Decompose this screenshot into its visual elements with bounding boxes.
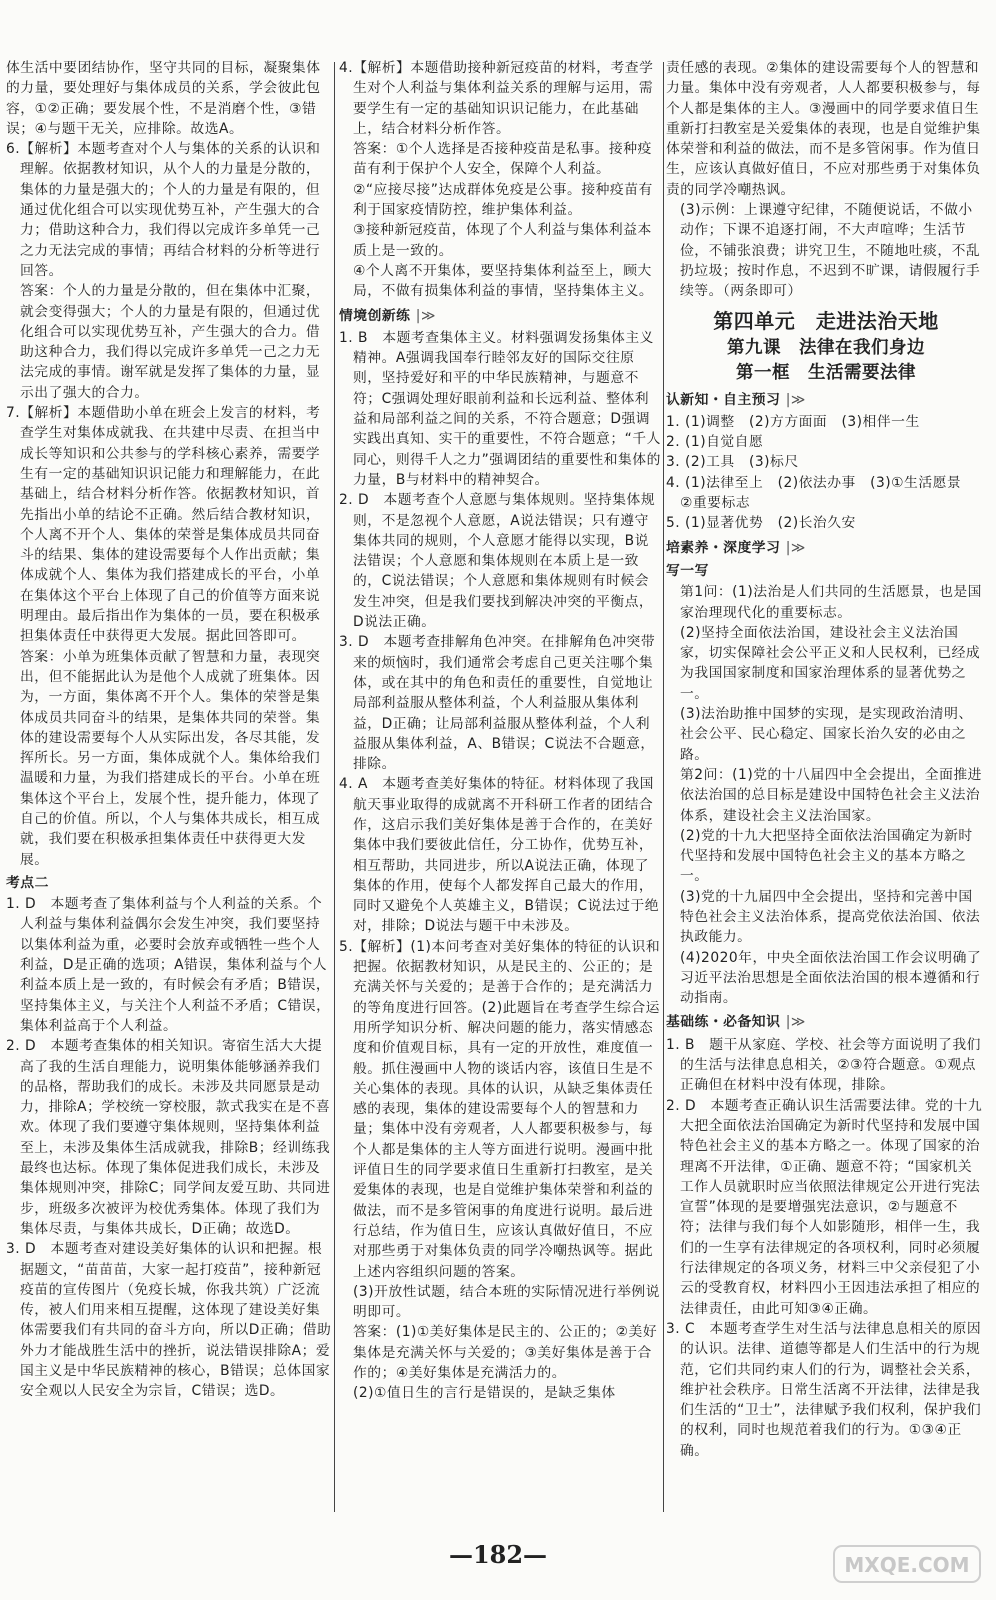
write-answer: (2)党的十九大把坚持全面依法治国确定为新时代坚持和发展中国特色社会主义的基本方略之一。 bbox=[680, 827, 973, 885]
section-heading-preview: 认新知・自主预习 |≫ bbox=[666, 391, 806, 408]
answer-item-5: 5.【解析】(1)本问考查对美好集体的特征的认识和把握。依据教材知识，从是民主的、公正的；是充满关怀与关爱的；是善于合作的；是充满活力的等角度进行回答。(2)此题旨在考查学生综合运用所学知识分析、解决问题的能力，落实情感态度和价值观目标，具有一定的开放性，难度值一般。抓住漫画中人物的谈话内容，该值日生是不关心集体的表现。具体的认识，从缺乏集体责任感的表现，集体的建设需要每个人的智慧和力量；集体中没有旁观者，人人都要积极参与，每个人都是集体的主人等方面进行说明。漫画中批评值日生的同学要求值日生重新打扫教室，是关爱集体的表现，也是自觉维护集体荣誉和利益的做法，而不是多管闲事的角度进行说明。最后进行总结，作为值日生，应该认真做好值日，不应对那些勇于对集体负责的同学冷嘲热讽等。据此上述内容组织问题的答案。 bbox=[339, 938, 661, 1280]
write-answer: (3)党的十九届四中全会提出，坚持和完善中国特色社会主义法治体系，提高党依法治国、依法执政能力。 bbox=[680, 888, 981, 946]
column-divider bbox=[334, 62, 335, 1512]
answer-item-5-answer: (2)①值日生的言行是错误的，是缺乏集体 bbox=[353, 1385, 616, 1402]
answer-4-answer: ④个人离不开集体，要坚持集体利益至上，顾大局，不做有损集体利益的事情，坚持集体主义。 bbox=[353, 262, 654, 300]
write-answer: 第2问：(1)党的十八届四中全会提出，全面推进依法治国的总目标是建设中国特色社会主义法治体系，建设社会主义法治国家。 bbox=[680, 766, 982, 824]
lesson-title: 第九课 法律在我们身边 bbox=[727, 337, 925, 358]
column-left bbox=[6, 58, 332, 1518]
unit-title: 第四单元 走进法治天地 bbox=[713, 308, 939, 333]
answer-4-answer: ②“应接尽接”达成群体免疫是公事。接种疫苗有利于国家疫情防控，维护集体利益。 bbox=[353, 181, 653, 219]
answer-item-4: 4. (1)法律至上 (2)依法办事 (3)①生活愿景 ②重要标志 bbox=[666, 474, 976, 512]
answer-6-answer: 答案：个人的力量是分散的，但在集体中汇聚，就会变得强大；个人的力量是有限的，但通过优化组合可以实现优势互补，产生强大的合力。借助这种合力，我们得以完成许多单凭一己之力无法完成的事情。谢军就是发挥了集体的力量，显示出了强大的合力。 bbox=[20, 283, 321, 401]
answer-4-analysis: 4.【解析】本题借助接种新冠疫苗的材料，考查学生对个人利益与集体利益关系的理解与运用，需要学生有一定的基础知识识记能力，在此基础上，结合材料分析作答。 bbox=[339, 60, 654, 137]
write-answer: 第1问：(1)法治是人们共同的生活愿景，也是国家治理现代化的重要标志。 bbox=[680, 584, 982, 621]
answer-7-answer: 答案：小单为班集体贡献了智慧和力量，表现突出，但不能据此认为是他个人成就了班集体。因为，一方面，集体离不开个人。集体的荣誉是集体成员共同奋斗的结果，是集体共同的荣誉。集体的建设需要每个人从实际出发，各尽其能，发挥所长。另一方面，集体成就个人。集体给我们温暖和力量，为我们搭建成长的平台。小单在班集体这个平台上，发展个性，提升能力，体现了自己的价值。所以，个人与集体共成长，相互成就，我们要在积极承担集体责任中获得更大发展。 bbox=[20, 648, 321, 868]
answer-item-3: 3. C 本题考查学生对生活与法律息息相关的原因的认识。法律、道德等都是人们生活中的行为规范，它们共同约束人们的行为，调整社会关系，维护社会秩序。日常生活离不开法律，法律是我们生活的“卫士”，法律赋予我们权利，保护我们的权利，同时也规范着我们的行为。①③④正确。 bbox=[666, 1320, 982, 1459]
answer-item-1: 1. D 本题考查了集体利益与个人利益的关系。个人利益与集体利益偶尔会发生冲突，我们要坚持以集体利益为重，必要时会放弃或牺牲一些个人利益，D是正确的选项；A错误，集体利益与个人利益本质上是一致的，有时候会有矛盾；B错误，坚持集体主义，与关注个人利益不矛盾；C错误，集体利益高于个人利益。 bbox=[6, 896, 331, 1034]
answer-item-2: 2. D 本题考查正确认识生活需要法律。党的十九大把全面依法治国确定为新时代坚持和发展中国特色社会主义的基本方略之一。体现了国家的治理离不开法律，①正确、题意不符；“国家机关工作人员就职时应当依照法律规定公开进行宪法宣誓”体现的是要增强宪法意识，②与题意不符；法律与我们每个人如影随形，相伴一生，我们的一生享有法律规定的各项权利，同时必须履行法律规定的各项义务，材料三中父亲侵犯了小云的受教育权，材料四小王因违法承担了相应的法律责任，由此可知③④正确。 bbox=[666, 1097, 983, 1317]
answer-text: 责任感的表现。②集体的建设需要每个人的智慧和力量。集体中没有旁观者，人人都要积极参与，每个人都是集体的主人。③漫画中的同学要求值日生重新打扫教室是关爱集体的表现，也是自觉维护集体荣誉和利益的做法，而不是多管闲事。作为值日生，应该认真做好值日，不应对那些勇于对集体负责的同学冷嘲热讽。 bbox=[666, 60, 981, 198]
section-heading-situation: 情境创新练 |≫ bbox=[339, 307, 436, 324]
answer-item-3: 3. D 本题考查对建设美好集体的认识和把握。根据题文，“苗苗苗，大家一起打疫苗”，接种新冠疫苗的宣传图片（免疫长城，你我共筑）广泛流传，被人们用来相互提醒，这体现了建设美好集体需要我们有共同的奋斗方向，所以D正确；借助外力才能战胜生活中的挫折，说法错误排除A；爱国主义是中华民族精神的核心，B错误；总体国家安全观以人民安全为宗旨，C错误；选D。 bbox=[6, 1241, 332, 1400]
column-middle bbox=[339, 58, 661, 1518]
answer-item-3: 3. D 本题考查排解角色冲突。在排解角色冲突带来的烦恼时，我们通常会考虑自己更关注哪个集体，或在其中的角色和责任的重要性，自觉地让局部利益服从整体利益，个人利益服从集体利益，D正确；让局部利益服从整体利益，个人利益服从集体利益，A、B错误；C说法不合题意，排除。 bbox=[339, 634, 656, 773]
section-heading-basic: 基础练・必备知识 |≫ bbox=[666, 1014, 806, 1031]
answer-item-1: 1. B 本题考查集体主义。材料强调发扬集体主义精神。A强调我国奉行睦邻友好的国际交往原则，坚持爱好和平的中华民族精神，与题意不符；C强调处理好眼前利益和长远利益、整体利益和局部利益之间的关系，不符合题意；D强调实践出真知、实干的重要性，不符合题意；“千人同心，则得千人之力”强调团结的重要性和集体的力量，B与材料中的精神契合。 bbox=[339, 329, 661, 488]
answer-item-1: 1. (1)调整 (2)方方面面 (3)相伴一生 bbox=[666, 413, 920, 430]
answer-item-2: 2. (1)自觉自愿 bbox=[666, 434, 764, 451]
answer-item-4: 4. A 本题考查美好集体的特征。材料体现了我国航天事业取得的成就离不开科研工作者的团结合作，这启示我们美好集体是善于合作的，在美好集体中我们要彼此信任，分工协作，优势互补，相互帮助，共同进步，所以A说法正确，体现了集体的作用，使每个人都发挥自己最大的作用，同时又避免个人英雄主义，B错误；C说法过于绝对，排除；D说法与题干中未涉及。 bbox=[339, 776, 660, 935]
answer-text: 体生活中要团结协作，坚守共同的目标，凝聚集体的力量，要处理好与集体成员的关系，学会彼此包容，①②正确；要发展个性，不是消磨个性，③错误；④与题干无关，应排除。故选A。 bbox=[6, 60, 321, 137]
answer-item-5-part3: (3)开放性试题，结合本班的实际情况进行举例说明即可。 bbox=[353, 1283, 660, 1321]
answer-item-2: 2. D 本题考查个人意愿与集体规则。坚持集体规则，不是忽视个人意愿，A说法错误；只有遵守集体共同的规则，个人意愿才能得以实现，B说法错误；个人意愿和集体规则在本质上是一致的，C说法错误；个人意愿和集体规则有时候会发生冲突，但是我们要找到解决冲突的平衡点，D说法正确。 bbox=[339, 492, 656, 631]
answer-item-2: 2. D 本题考查集体的相关知识。寄宿生活大大提高了我的生活自理能力，说明集体能够涵养我们的品格，帮助我们的成长。未涉及共同愿景是动力，排除A；学校统一穿校服，款式我实在是不喜欢。体现了我们要遵守集体规则，坚持集体利益至上，未涉及集体生活成就我，排除B；经训练我最终也达标。体现了集体促进我们成长，未涉及集体规则冲突，排除C；同学间友爱互助、共同进步，班级多次被评为校优秀集体。体现了我们为集体尽责，与集体共成长，D正确；故选D。 bbox=[6, 1038, 331, 1237]
answer-4-answer: 答案：①个人选择是否接种疫苗是私事。接种疫苗有利于保护个人安全，保障个人利益。 bbox=[353, 141, 652, 178]
column-right bbox=[666, 58, 986, 1518]
answer-4-answer: ③接种新冠疫苗，体现了个人利益与集体利益本质上是一致的。 bbox=[353, 222, 652, 259]
section-heading-kaodian2: 考点二 bbox=[6, 874, 49, 891]
write-answer: (2)坚持全面依法治国，建设社会主义法治国家，切实保障社会公平正义和人民权利，已经成为我国国家制度和国家治理体系的显著优势之一。 bbox=[680, 624, 981, 702]
watermark-logo bbox=[832, 1542, 982, 1586]
section-title: 第一框 生活需要法律 bbox=[736, 362, 916, 383]
column-divider bbox=[663, 62, 664, 1512]
section-heading-deep-study: 培素养・深度学习 |≫ bbox=[666, 539, 806, 556]
answer-item-5: 5. (1)显著优势 (2)长治久安 bbox=[666, 515, 856, 532]
answer-6-analysis: 6.【解析】本题考查对个人与集体的关系的认识和理解。依据教材知识，从个人的力量是分散的，集体的力量是强大的；个人的力量是有限的，但通过优化组合可以实现优势互补，产生强大的合力；借助这种合力，我们得以完成许多单凭一己之力无法完成的事情；再结合材料的分析等进行回答。 bbox=[6, 141, 321, 279]
page-number: —182— bbox=[448, 1540, 548, 1569]
svg-text:MXQE.COM: MXQE.COM bbox=[844, 1553, 970, 1577]
answer-item-3: 3. (2)工具 (3)标尺 bbox=[666, 454, 799, 471]
write-answer: (4)2020年，中央全面依法治国工作会议明确了习近平法治思想是全面依法治国的根本遵循和行动指南。 bbox=[680, 949, 982, 1007]
answer-item-1: 1. B 题干从家庭、学校、社会等方面说明了我们的生活与法律息息相关，②③符合题意。①观点正确但在材料中没有体现，排除。 bbox=[666, 1036, 981, 1094]
answer-item-5-answer: 答案：(1)①美好集体是民主的、公正的；②美好集体是充满关怀与关爱的；③美好集体是善于合作的；④美好集体是充满活力的。 bbox=[353, 1324, 658, 1381]
answer-7-analysis: 7.【解析】本题借助小单在班会上发言的材料，考查学生对集体成就我、在共建中尽责、在担当中成长等知识和公共参与的学科核心素养，需要学生有一定的基础知识识记能力和理解能力，在此基础上，结合材料分析作答。依据教材知识，首先指出小单的结论不正确。然后结合教材知识，个人离不开个人、集体的荣誉是集体成员共同奋斗的结果、集体的建设需要每个人作出贡献；集体成就个人、集体为我们搭建成长的平台，小单在集体这个平台上体现了自己的价值等方面来说明理由。最后指出作为集体的一员，要在积极承担集体责任中获得更大发展。据此回答即可。 bbox=[6, 405, 321, 645]
answer-text: (3)示例：上课遵守纪律，不随便说话，不做小动作；下课不追逐打闹，不大声喧哗；生活节俭，不铺张浪费；讲究卫生，不随地吐痰，不乱扔垃圾；按时作息，不迟到不旷课，请假履行手续等。（两条即可） bbox=[680, 202, 981, 300]
subheading-write: 写一写 bbox=[666, 562, 709, 579]
write-answer: (3)法治助推中国梦的实现，是实现政治清明、社会公平、民心稳定、国家长治久安的必由之路。 bbox=[680, 706, 973, 763]
